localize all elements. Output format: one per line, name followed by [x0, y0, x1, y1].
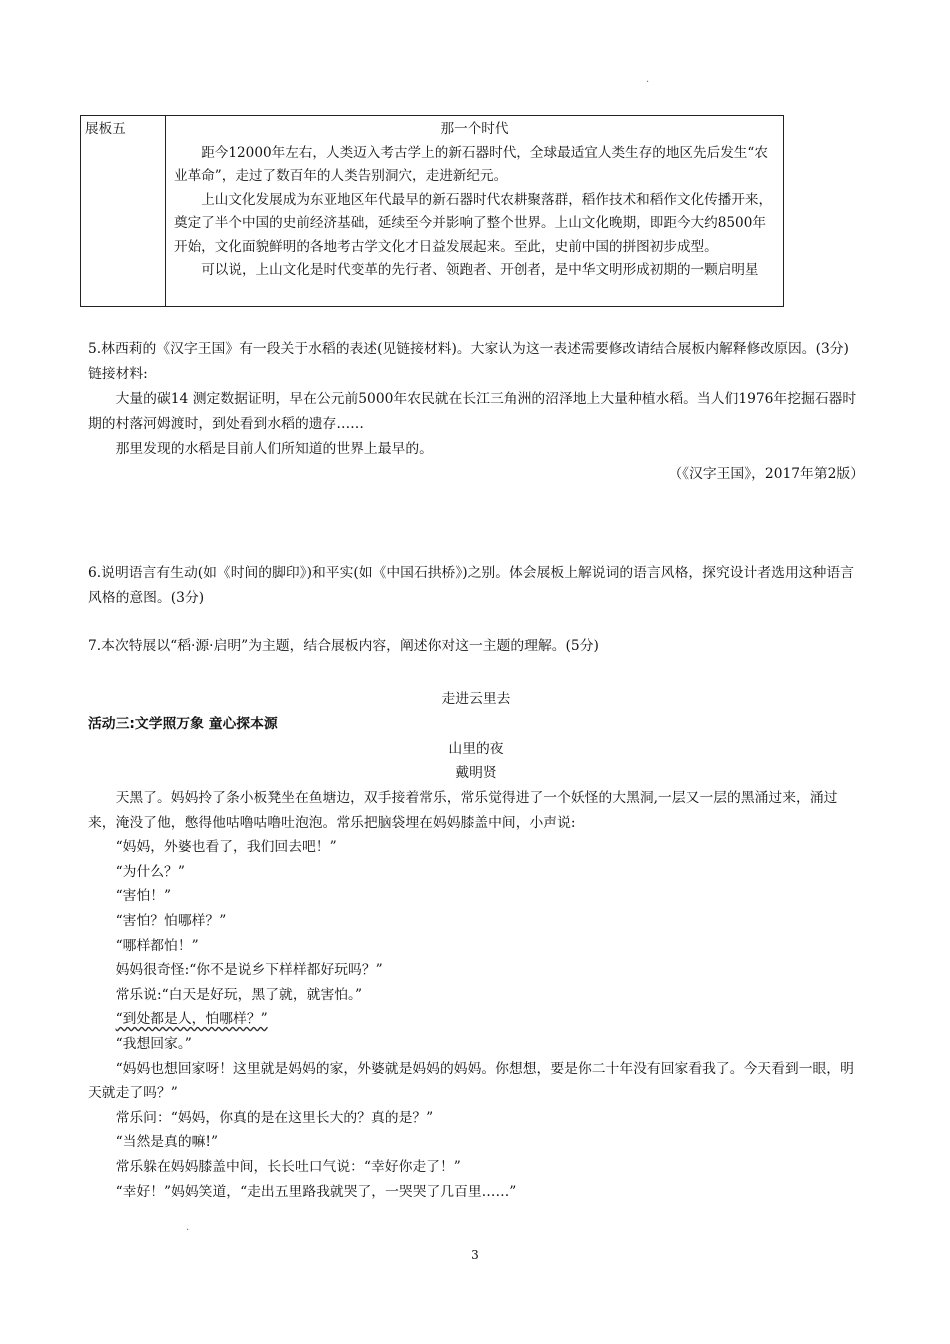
story-line: “为什么？”	[115, 863, 185, 880]
panel-title: 那一个时代	[440, 121, 509, 137]
scan-dot: .	[186, 1222, 190, 1233]
panel-content	[166, 116, 784, 307]
scan-dot: .	[646, 74, 650, 85]
link-material-label: 链接材料:	[88, 366, 148, 382]
story-line: “害怕！”	[115, 888, 172, 905]
story-line: “妈妈，外婆也看了，我们回去吧！”	[115, 839, 337, 856]
story-author: 戴明贤	[455, 765, 497, 781]
story-line: “妈妈也想回家呀！这里就是妈妈的家，外婆就是妈妈的妈妈。你想想，要是你二十年没有回家看我了。今天看到一眼，明天就走了吗？”	[88, 1060, 854, 1102]
exhibit-panel-table	[80, 115, 784, 307]
section-heading: 走进云里去	[441, 691, 511, 707]
panel-paragraph: 距今12000年左右，人类迈入考古学上的新石器时代，全球最适宜人类生存的地区先后发生“农业革命”，走过了数百年的人类告别洞穴，走进新纪元。	[174, 144, 768, 184]
link-material-source: （《汉字王国》，2017年第2版）	[668, 466, 864, 482]
story-line: “幸好！”妈妈笑道，“走出五里路我就哭了，一哭哭了几百里……”	[115, 1183, 517, 1200]
panel-label: 展板五	[81, 116, 166, 307]
panel-paragraph: 上山文化发展成为东亚地区年代最早的新石器时代农耕聚落群，稻作技术和稻作文化传播开来，奠定了半个中国的史前经济基础，延续至今并影响了整个世界。上山文化晚期，即距今大约8500年开始，文化面貌鲜明的各地考古学文化才日益发展起来。至此，史前中国的拼图初步成型。	[174, 191, 773, 255]
question-6-text: 6.说明语言有生动(如《时间的脚印》)和平实(如《中国石拱桥》)之别。体会展板上解说词的语言风格，探究设计者选用这种语言风格的意图。(3分)	[88, 565, 854, 606]
link-material-paragraph: 大量的碳14 测定数据证明，早在公元前5000年农民就在长江三角洲的沼泽地上大量种植水稻。当人们1976年挖掘石器时期的村落河姆渡时，到处看到水稻的遗存……	[88, 391, 857, 432]
story-line: 常乐躲在妈妈膝盖中间，长长吐口气说：“幸好你走了！”	[115, 1158, 461, 1175]
question-5-text: 5.林西莉的《汉字王国》有一段关于水稻的表述(见链接材料)。大家认为这一表述需要修改请结合展板内解释修改原因。(3分)	[88, 341, 849, 357]
story-line-underlined: “到处都是人，怕哪样？”	[115, 1011, 268, 1028]
question-7-text: 7.本次特展以“稻·源·启明”为主题，结合展板内容，阐述你对这一主题的理解。(5分)	[88, 638, 599, 654]
panel-paragraph: 可以说，上山文化是时代变革的先行者、领跑者、开创者，是中华文明形成初期的一颗启明星	[201, 262, 759, 278]
story-line: 常乐问：“妈妈，你真的是在这里长大的？真的是？”	[115, 1109, 434, 1126]
story-line: “哪样都怕！”	[115, 937, 199, 954]
link-material-paragraph: 那里发现的水稻是目前人们所知道的世界上最早的。	[115, 441, 433, 457]
story-line: “当然是真的嘛!”	[115, 1134, 219, 1151]
story-line: “我想回家。”	[115, 1035, 192, 1052]
story-line: 妈妈很奇怪:“你不是说乡下样样都好玩吗？”	[115, 962, 383, 979]
story-body	[88, 786, 864, 1204]
page-number: 3	[471, 1248, 479, 1262]
story-line: “害怕？怕哪样？”	[115, 912, 227, 929]
story-line: 天黑了。妈妈拎了条小板凳坐在鱼塘边，双手接着常乐，常乐觉得进了一个妖怪的大黑洞,一层又一层的黑涌过来，涌过来，淹没了他，憋得他咕噜咕噜吐泡泡。常乐把脑袋埋在妈妈膝盖中间，小声说:	[88, 790, 838, 831]
question-7	[88, 634, 864, 659]
story-title: 山里的夜	[448, 741, 504, 757]
question-6	[88, 561, 864, 611]
activity-title: 活动三:文学照万象 童心探本源	[88, 716, 278, 732]
question-5	[88, 337, 864, 487]
story-line	[88, 1007, 864, 1032]
story-line: 常乐说:“白天是好玩，黑了就，就害怕。”	[115, 986, 362, 1003]
